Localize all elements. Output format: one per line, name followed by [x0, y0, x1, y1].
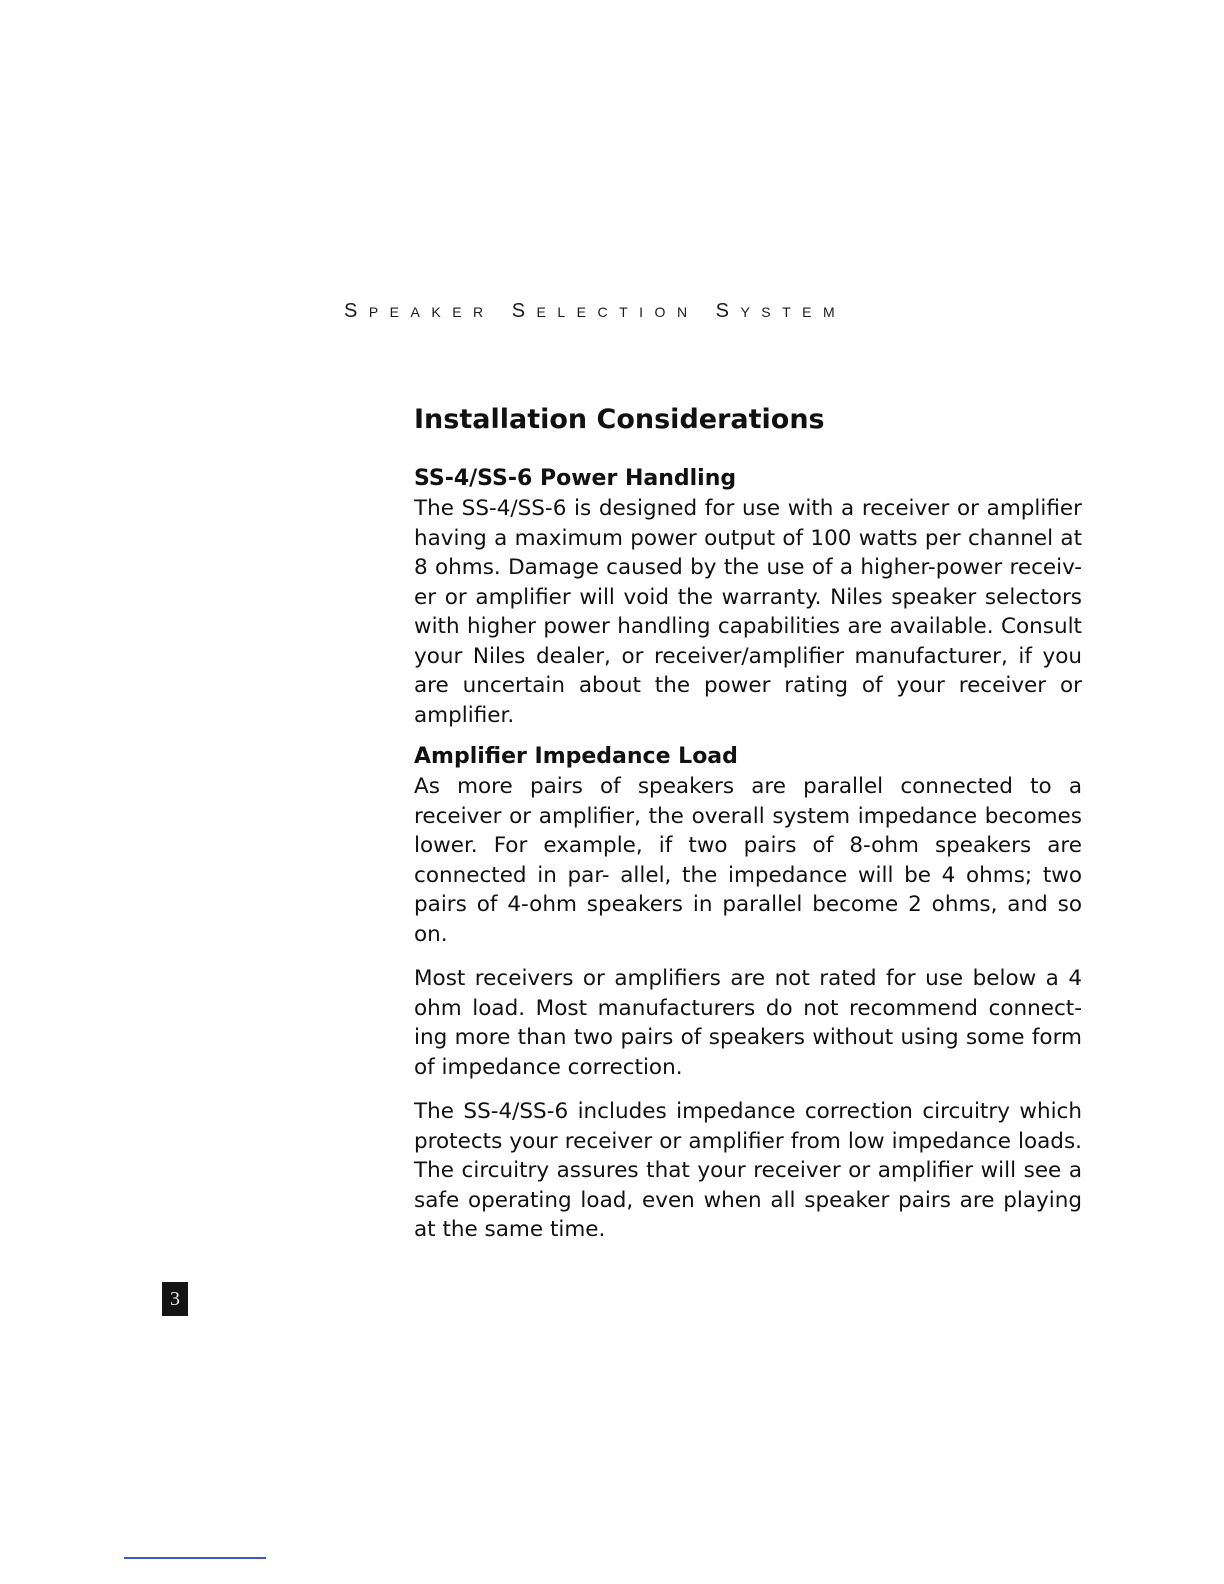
- page-number-badge: 3: [162, 1282, 188, 1316]
- footer-divider: [124, 1557, 266, 1559]
- section-heading-impedance-load: Amplifier Impedance Load: [414, 744, 738, 769]
- paragraph-impedance-correction: The SS-4/SS-6 includes impedance correction circuitry which protects your receiver or amplifier from low impedance loads. The circuitry assures that your receiver or amplifier will see a safe operating load, even when all speaker pairs are playing at the same time.: [414, 1099, 1082, 1242]
- section-heading-power-handling: SS-4/SS-6 Power Handling: [414, 466, 737, 491]
- page-content: [414, 400, 1082, 1245]
- paragraph-impedance-intro: As more pairs of speakers are parallel connected to a receiver or amplifier, the overall system impedance becomes lower. For example, if two pairs of 8-ohm speakers are connected in par- allel, the impedance will be 4 ohms; two pairs of 4-ohm speakers in parallel become 2 ohms, and so on.: [414, 774, 1082, 947]
- paragraph-power-handling: The SS-4/SS-6 is designed for use with a receiver or amplifier having a maximum power output of 100 watts per channel at 8 ohms. Damage caused by the use of a higher-power receiv- er or amplifier will void the warranty. Niles speaker selectors with higher power handling capabilities are available. Consult your Niles dealer, or receiver/amplifier manufacturer, if you are uncertain about the power rating of your receiver or amplifier.: [414, 496, 1082, 728]
- running-header: Speaker Selection System: [344, 300, 847, 322]
- paragraph-impedance-rating: Most receivers or amplifiers are not rated for use below a 4 ohm load. Most manufacturers do not recommend connect- ing more than two pairs of speakers without using some form of impedance correction.: [414, 966, 1082, 1080]
- page-title: Installation Considerations: [414, 404, 825, 435]
